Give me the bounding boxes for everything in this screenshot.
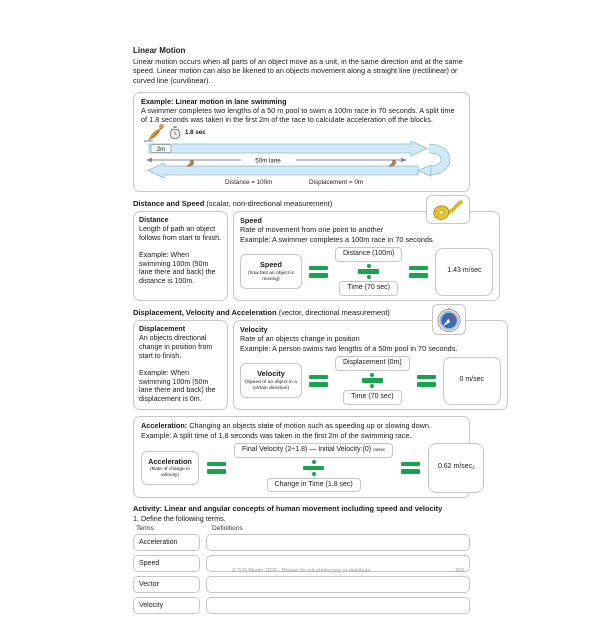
velocity-line1: Rate of an objects change in position xyxy=(240,334,501,343)
term-cell: Acceleration xyxy=(133,534,200,551)
displacement-body: An objects directional change in position from start to finish. xyxy=(139,334,222,361)
displacement-example: Example: When swimming 100m (50m lane there and back) the displacement is 0m. xyxy=(139,369,222,404)
split-time-label: 1.8 sec xyxy=(185,129,206,136)
lane-arrows-graphic xyxy=(141,141,462,179)
acceleration-result: 0.62 m/sec 2 xyxy=(428,443,484,493)
distance-body: Length of path an object follows from start to finish. xyxy=(139,225,222,243)
definition-input-cell[interactable] xyxy=(206,576,470,593)
acceleration-numerator: Final Velocity (2÷1.8) — Initial Velocity (0) m/sec xyxy=(234,443,393,458)
speed-denominator: Time (70 sec) xyxy=(339,281,398,296)
equals-sign xyxy=(309,375,328,387)
worksheet-page xyxy=(133,46,470,618)
definition-input-cell[interactable] xyxy=(206,597,470,614)
velocity-title: Velocity xyxy=(240,325,501,334)
tiny-swimmer-icon xyxy=(389,160,396,166)
compass-icon xyxy=(432,304,466,335)
equals-sign xyxy=(401,462,420,474)
swim-lane-diagram xyxy=(141,125,462,188)
page-title: Linear Motion xyxy=(133,46,470,55)
speed-formula-label: Speed (how fast an object is moving) xyxy=(240,254,302,289)
intro-paragraph: Linear motion occurs when all parts of an object move as a unit, in the same direction and at the same speed. Linear motion can also be likened to an objects movement along a straight line (rectilinear) or curved line (curvilinear). xyxy=(133,57,470,85)
lane-top-arrow xyxy=(149,141,427,156)
table-header xyxy=(133,525,470,532)
speed-fraction xyxy=(335,247,402,296)
speed-box xyxy=(233,211,500,301)
acceleration-fraction xyxy=(234,443,393,492)
speed-line1: Rate of movement from one point to another xyxy=(240,225,493,234)
velocity-formula xyxy=(240,356,501,405)
acceleration-box xyxy=(133,416,470,498)
copyright-text: © S D Martin 2026 - Please do not photocopy or distribute xyxy=(133,568,470,574)
definitions-column-header: Definitions xyxy=(208,525,243,532)
equals-sign xyxy=(309,266,328,278)
distance-label: Distance = 100m xyxy=(225,179,272,186)
displacement-box xyxy=(133,320,228,410)
equals-sign xyxy=(417,375,436,387)
equals-sign xyxy=(207,462,226,474)
section-heading-vector: Displacement, Velocity and Acceleration (vector, directional measurement) xyxy=(133,308,470,317)
acceleration-formula-label: Acceleration (Rate of change in velocity) xyxy=(141,451,199,486)
acceleration-denominator: Change in Time (1.8 sec) xyxy=(267,478,361,493)
section-heading-distance-speed: Distance and Speed (scalar, non-directional measurement) xyxy=(133,199,470,208)
velocity-result: 0 m/sec xyxy=(443,357,501,405)
page-footer xyxy=(133,568,470,574)
term-cell: Speed xyxy=(133,555,200,572)
acceleration-example: Example: A split time of 1.8 seconds was taken in the first 2m of the swimming race. xyxy=(141,431,462,440)
speed-result: 1.43 m/sec xyxy=(435,248,493,296)
speed-formula xyxy=(240,247,493,296)
velocity-numerator: Displacement (0m) xyxy=(335,356,410,371)
distance-box xyxy=(133,211,228,301)
tiny-swimmer-icon xyxy=(187,160,194,166)
distance-speed-row xyxy=(133,211,470,301)
distance-example: Example: When swimming 100m (50m lane there and back) the distance is 100m. xyxy=(139,251,222,286)
velocity-denominator: Time (70 sec) xyxy=(343,390,402,405)
example-box xyxy=(133,92,470,192)
acceleration-definition: Acceleration: Changing an objects state of motion such as speeding up or slowing down. xyxy=(141,421,462,430)
term-cell: Velocity xyxy=(133,597,200,614)
speed-line2: Example: A swimmer completes a 100m race in 70 seconds. xyxy=(240,235,493,244)
diagram-labels xyxy=(141,179,462,188)
velocity-box xyxy=(233,320,508,410)
equals-sign xyxy=(409,266,428,278)
divide-sign xyxy=(303,460,324,476)
displacement-title: Displacement xyxy=(139,325,222,334)
table-row xyxy=(133,597,470,614)
velocity-formula-label: Velocity (Speed of an object in a certain direction) xyxy=(240,363,302,398)
table-row xyxy=(133,534,470,551)
distance-title: Distance xyxy=(139,216,222,225)
tape-measure-icon xyxy=(426,195,470,224)
term-cell: Vector xyxy=(133,576,200,593)
activity-instruction: 1. Define the following terms. xyxy=(133,514,470,523)
divide-sign xyxy=(358,264,379,280)
divide-sign xyxy=(362,373,383,389)
diving-swimmer-icon xyxy=(143,123,167,143)
velocity-fraction xyxy=(335,356,410,405)
acceleration-formula xyxy=(141,443,462,493)
definition-input-cell[interactable] xyxy=(206,534,470,551)
speed-numerator: Distance (100m) xyxy=(335,247,402,262)
lane-label: 50m lane xyxy=(255,157,281,164)
velocity-line2: Example: A person swims two lengths of a 50m pool in 70 seconds. xyxy=(240,344,501,353)
turn-arrow xyxy=(418,149,446,177)
displacement-velocity-row xyxy=(133,320,470,410)
page-number: 169 xyxy=(455,568,464,574)
start-distance-label: 2m xyxy=(157,147,165,153)
diagram-icons-row xyxy=(141,125,462,143)
speed-title: Speed xyxy=(240,216,493,225)
example-body: A swimmer completes two lengths of a 50 m pool to swim a 100m race in 70 seconds. A split time of 1.8 seconds was taken in the first 2m of the race to calculate acceleration off the blocks. xyxy=(141,106,462,124)
example-title: Example: Linear motion in lane swimming xyxy=(141,97,462,106)
stopwatch-icon xyxy=(169,126,181,140)
table-row xyxy=(133,576,470,593)
activity-heading: Activity: Linear and angular concepts of human movement including speed and velocity xyxy=(133,504,470,513)
terms-column-header: Terms xyxy=(133,525,208,532)
displacement-label: Displacement = 0m xyxy=(309,179,363,186)
